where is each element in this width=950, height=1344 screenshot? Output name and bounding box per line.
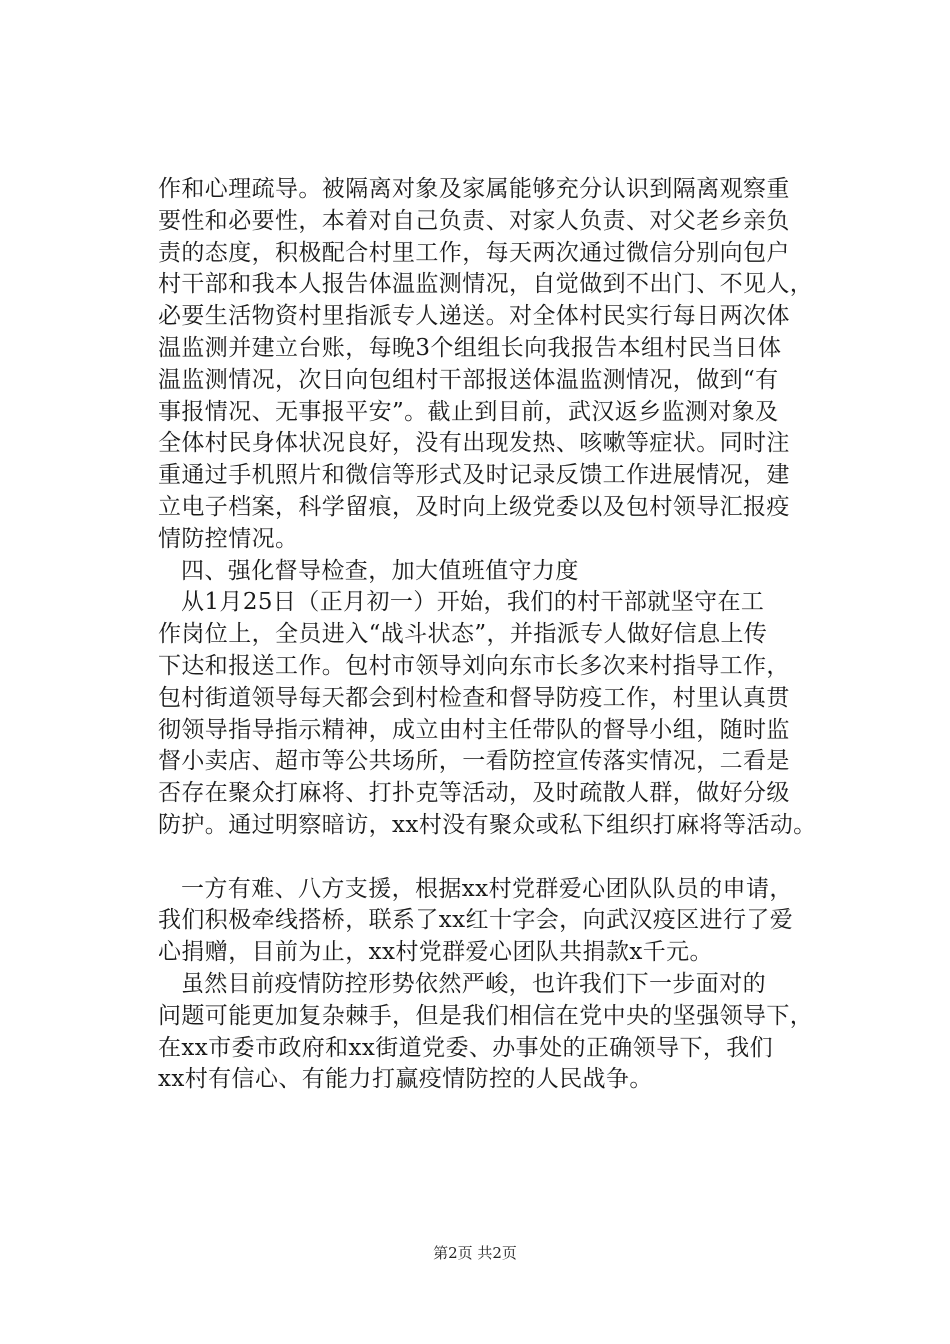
text-line: 温监测情况，次日向包组村干部报送体温监测情况，做到“有 <box>158 366 779 393</box>
text-line: 我们积极牵线搭桥，联系了xx红十字会，向武汉疫区进行了爱 <box>158 907 794 934</box>
text-line: 虽然目前疫情防控形势依然严峻，也许我们下一步面对的 <box>181 970 766 997</box>
page-number: 第2页 共2页 <box>433 1244 517 1262</box>
text-line: 在xx市委市政府和xx街道党委、办事处的正确领导下，我们 <box>158 1034 774 1061</box>
text-line: 事报情况、无事报平安”。截止到目前，武汉返乡监测对象及 <box>158 398 779 425</box>
text-line: 彻领导指导指示精神，成立由村主任带队的督导小组，随时监 <box>158 716 790 743</box>
section-heading: 四、强化督导检查，加大值班值守力度 <box>181 557 579 584</box>
text-line: 作和心理疏导。被隔离对象及家属能够充分认识到隔离观察重 <box>158 176 790 202</box>
text-line: 情防控情况。 <box>158 525 299 552</box>
text-line: xx村有信心、有能力打赢疫情防控的人民战争。 <box>158 1066 653 1093</box>
text-line: 防护。通过明察暗访，xx村没有聚众或私下组织打麻将等活动。 <box>158 811 817 838</box>
text-line: 村干部和我本人报告体温监测情况，自觉做到不出门、不见人， <box>158 271 814 298</box>
text-line: 必要生活物资村里指派专人递送。对全体村民实行每日两次体 <box>158 303 790 330</box>
text-line: 重通过手机照片和微信等形式及时记录反馈工作进展情况，建 <box>158 462 790 489</box>
text-line: 督小卖店、超市等公共场所，一看防控宣传落实情况，二看是 <box>158 748 790 775</box>
text-line: 全体村民身体状况良好，没有出现发热、咳嗽等症状。同时注 <box>158 430 790 457</box>
paragraph-gap <box>158 842 848 874</box>
text-line: 否存在聚众打麻将、打扑克等活动，及时疏散人群，做好分级 <box>158 780 790 807</box>
text-line: 温监测并建立台账，每晚3个组组长向我报告本组村民当日体 <box>158 334 782 361</box>
text-line: 一方有难、八方支援，根据xx村党群爱心团队队员的申请， <box>181 875 793 902</box>
text-line: 责的态度，积极配合村里工作，每天两次通过微信分别向包户 <box>158 239 790 266</box>
text-line: 作岗位上，全员进入“战斗状态”，并指派专人做好信息上传 <box>158 621 768 648</box>
text-line: 包村街道领导每天都会到村检查和督导防疫工作，村里认真贯 <box>158 684 790 711</box>
text-line: 立电子档案，科学留痕，及时向上级党委以及包村领导汇报疫 <box>158 493 790 520</box>
document-body <box>158 174 848 1096</box>
text-line: 要性和必要性，本着对自己负责、对家人负责、对父老乡亲负 <box>158 207 790 234</box>
text-line: 从1月25日（正月初一）开始，我们的村干部就坚守在工 <box>181 589 765 616</box>
text-line: 心捐赠，目前为止，xx村党群爱心团队共捐款x千元。 <box>158 939 713 966</box>
text-line: 问题可能更加复杂棘手，但是我们相信在党中央的坚强领导下， <box>158 1002 814 1029</box>
text-line: 下达和报送工作。包村市领导刘向东市长多次来村指导工作， <box>158 652 790 679</box>
